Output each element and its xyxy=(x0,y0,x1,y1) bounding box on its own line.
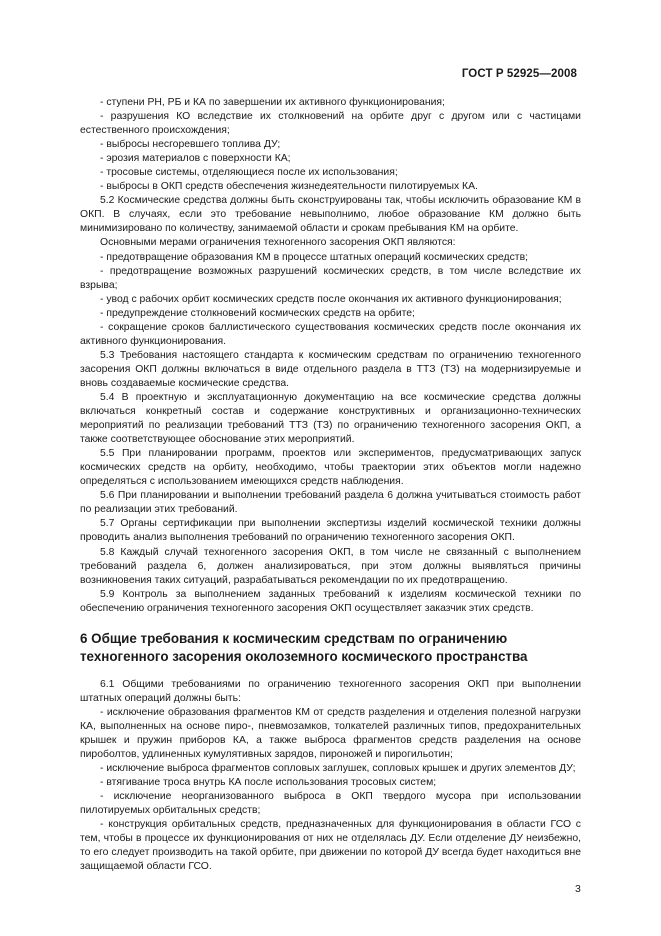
clause-6-content xyxy=(80,678,581,875)
clause-5-4: 5.4 В проектную и эксплуатационную документацию на все космические средства должны включаться конкретный состав и содержание конструктивных и организационно-технических мероприятий по реализации требований ТТЗ (ТЗ) по ограничению техногенного засорения ОКП, а также соответствующее обоснование этих мероприятий. xyxy=(80,391,581,446)
page-number: 3 xyxy=(575,883,581,895)
clause-5-5: 5.5 При планировании программ, проектов или экспериментов, предусматривающих запуск космических средств на орбиту, необходимо, чтобы траектории этих объектов могли надежно определяться с использованием имеющихся средств наблюдения. xyxy=(80,448,581,488)
clause-5-7: 5.7 Органы сертификации при выполнении экспертизы изделий космической техники должны проводить анализ выполнения требований по ограничению техногенного засорения ОКП. xyxy=(80,518,581,544)
list-item: - эрозия материалов с поверхности КА; xyxy=(100,153,291,165)
list-item: - ступени РН, РБ и КА по завершении их активного функционирования; xyxy=(100,97,445,108)
list-item: - сокращение сроков баллистического существования космических средств после окончания их активного функционирования. xyxy=(80,321,581,347)
list-item: - тросовые системы, отделяющиеся после их использования; xyxy=(100,167,398,179)
list-item: - исключение неорганизованного выброса в ОКП твердого мусора при использовании пилотируемых орбитальных средств; xyxy=(80,791,581,817)
clause-5-continuation xyxy=(80,96,581,616)
list-item: - предупреждение столкновений космических средств на орбите; xyxy=(100,307,415,319)
clause-6-1: 6.1 Общими требованиями по ограничению техногенного засорения ОКП при выполнении штатных операций должны быть: xyxy=(80,678,581,704)
clause-5-9: 5.9 Контроль за выполнением заданных требований к изделиям космической техники по обеспечению ограничения техногенного засорения ОКП осуществляет заказчик этих средств. xyxy=(80,588,581,614)
list-item: - выбросы несгоревшего топлива ДУ; xyxy=(100,139,281,151)
list-item: - выбросы в ОКП средств обеспечения жизнедеятельности пилотируемых КА. xyxy=(100,181,478,193)
document-body xyxy=(80,96,581,874)
clause-5-3: 5.3 Требования настоящего стандарта к космическим средствам по ограничению техногенного засорения ОКП должны включаться в виде отдельного раздела в ТТЗ (ТЗ) на модернизируемые и вновь создаваемые космические средства. xyxy=(80,349,581,389)
standard-header: ГОСТ Р 52925—2008 xyxy=(461,68,577,80)
list-item: - разрушения КО вследствие их столкновений на орбите друг с другом или с частицами естественного происхождения; xyxy=(80,111,581,137)
clause-5-6: 5.6 При планировании и выполнении требований раздела 6 должна учитываться стоимость работ по реализации этих требований. xyxy=(80,490,581,516)
section-6-heading: 6 Общие требования к космическим средствам по ограничению техногенного засорения околоземного космического пространства xyxy=(80,630,528,664)
clause-5-2: 5.2 Космические средства должны быть сконструированы так, чтобы исключить образование КМ в ОКП. В случаях, если это требование невыполнимо, любое образование КМ должно быть минимизировано по количеству, занимаемой области и срокам пребывания КМ на орбите. xyxy=(80,195,581,235)
measures-intro: Основными мерами ограничения техногенного засорения ОКП являются: xyxy=(100,237,456,249)
list-item: - конструкция орбитальных средств, предназначенных для функционирования в области ГСО с тем, чтобы в процессе их функционирования от них не отделялась ДУ. Если отделение ДУ неизбежно, то его следует производить на такой орбите, при движении по которой ДУ всегда будет находиться вне защищаемой области ГСО. xyxy=(80,819,581,873)
clause-5-8: 5.8 Каждый случай техногенного засорения ОКП, в том числе не связанный с выполнением требований раздела 6, должен анализироваться, при этом должны выявляться причины возникновения таких ситуаций, разрабатываться рекомендации по их предотвращению. xyxy=(80,546,581,586)
list-item: - исключение образования фрагментов КМ от средств разделения и отделения полезной нагрузки КА, выполненных на основе пиро-, пневмозамков, толкателей различных типов, предохранительных крышек и пружин приборов КА, а также выброса фрагментов средств разделения на основе пироболтов, удлиненных кумулятивных зарядов, пироножей и пирогильотин; xyxy=(80,706,581,760)
list-item: - исключение выброса фрагментов сопловых заглушек, сопловых крышек и других элементов ДУ; xyxy=(100,763,576,775)
list-item: - увод с рабочих орбит космических средств после окончания их активного функционирования; xyxy=(100,293,562,305)
list-item: - втягивание троса внутрь КА после использования тросовых систем; xyxy=(100,777,437,789)
list-item: - предотвращение возможных разрушений космических средств, в том числе вследствие их взрыва; xyxy=(80,265,581,291)
list-item: - предотвращение образования КМ в процессе штатных операций космических средств; xyxy=(100,251,528,263)
